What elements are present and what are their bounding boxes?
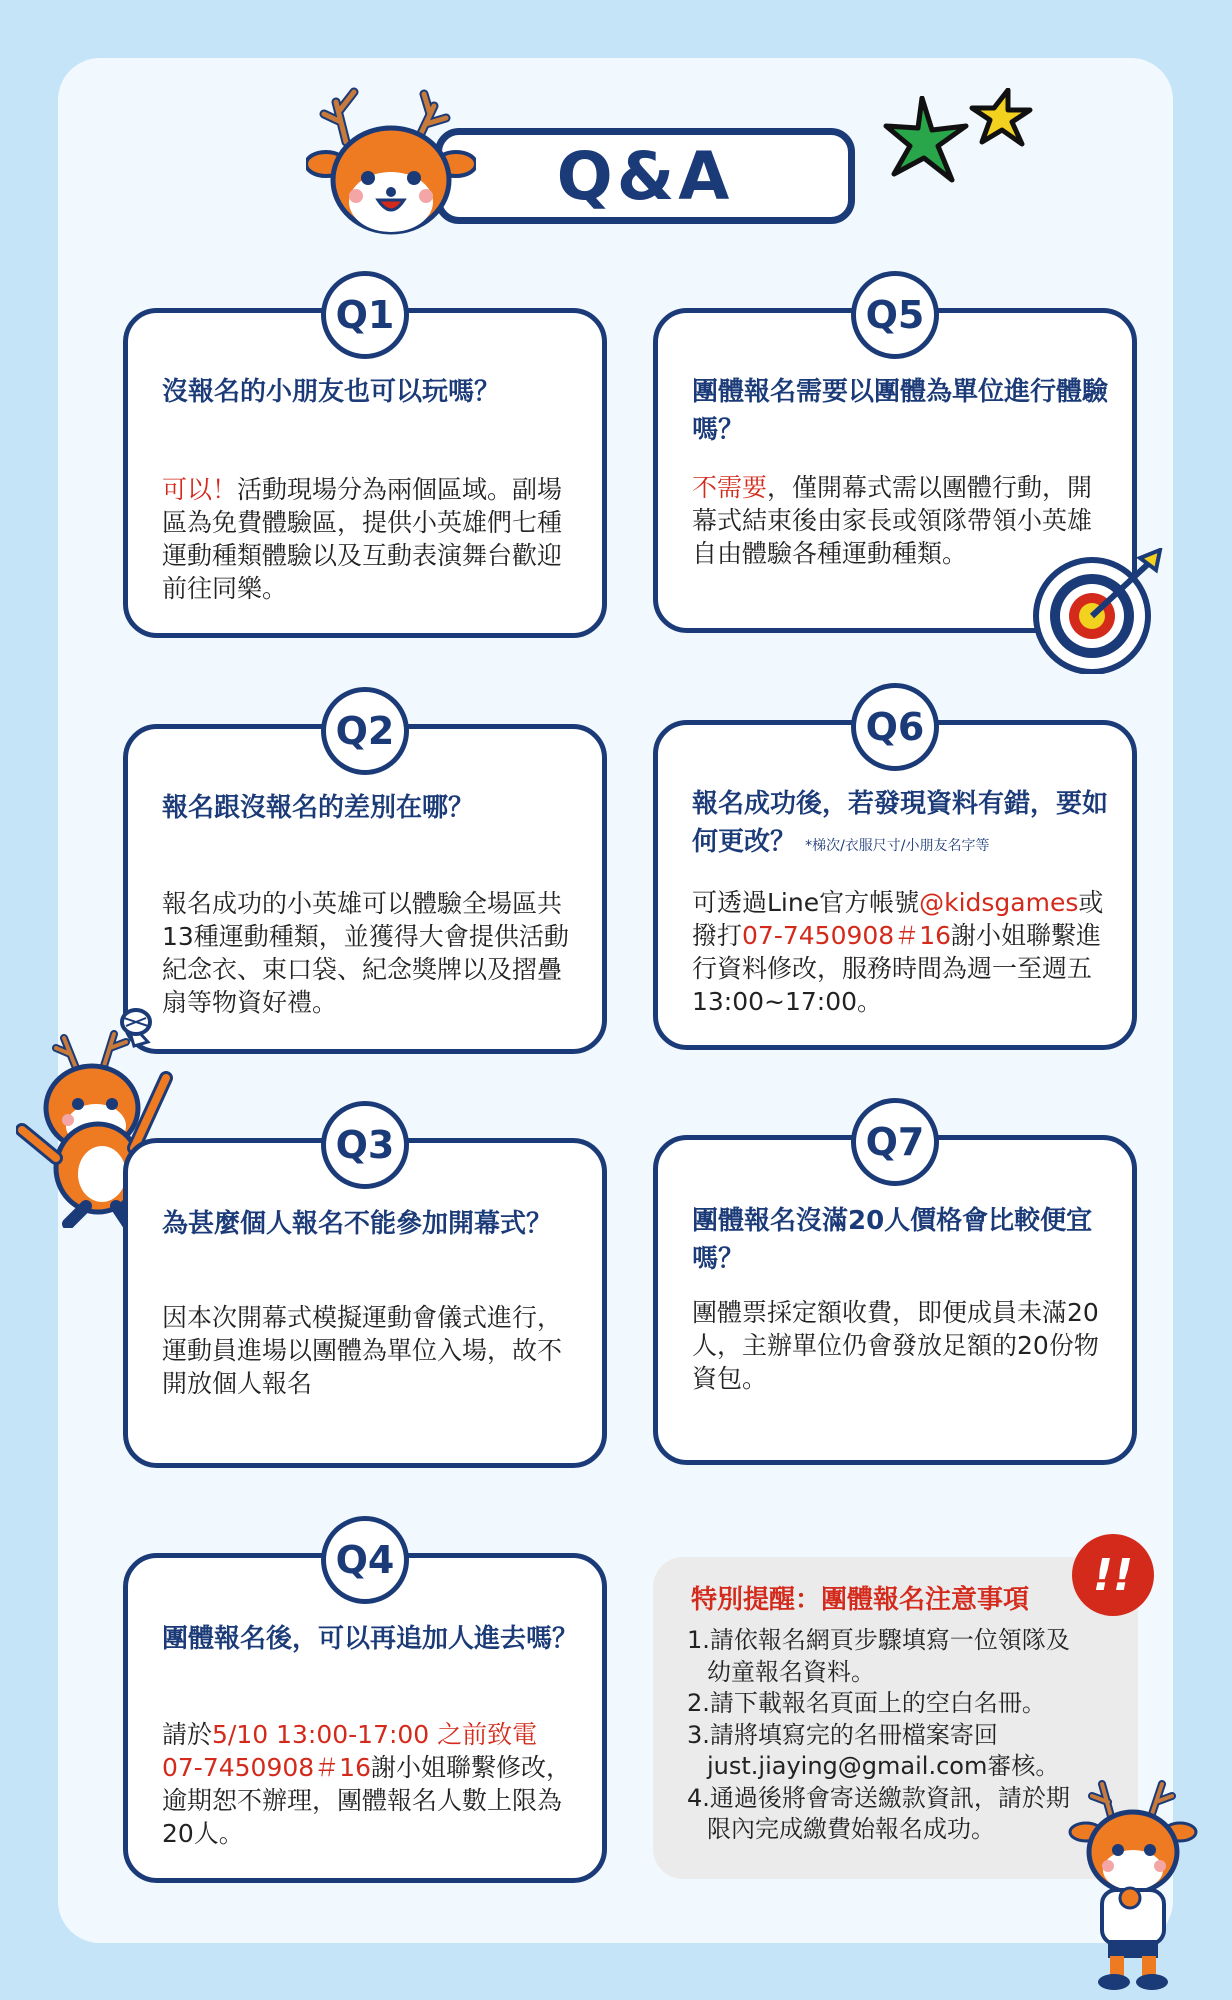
qa-card-q4 xyxy=(123,1538,607,1883)
answer-highlight: 不需要 xyxy=(692,473,768,502)
answer-body: 謝小姐聯繫進行資料修改，服務時間為週一至週五13:00~17:00。 xyxy=(692,921,1102,1016)
notice-title: 特別提醒：團體報名注意事項 xyxy=(691,1585,1030,1615)
question-text xyxy=(692,785,1112,865)
qa-card-q6 xyxy=(653,705,1137,1050)
notice-item: 3.請將填寫完的名冊檔案寄回just.jiaying@gmail.com審核。 xyxy=(687,1720,1060,1780)
answer-text: 團體票採定額收費，即便成員未滿20人，主辦單位仍會發放足額的20份物資包。 xyxy=(692,1298,1099,1393)
question-badge: Q6 xyxy=(851,683,939,771)
question-text: 沒報名的小朋友也可以玩嗎？ xyxy=(162,377,501,407)
alert-icon: !! xyxy=(1072,1534,1154,1616)
answer-text xyxy=(162,1718,584,1850)
qa-card-q1 xyxy=(123,293,607,638)
answer-body: 謝小姐聯繫修改，逾期恕不辦理，團體報名人數上限為20人。 xyxy=(162,1753,572,1848)
phone-highlight: 07-7450908＃16 xyxy=(742,921,952,950)
answer-highlight: 可以！ xyxy=(162,475,238,504)
question-text: 為甚麼個人報名不能參加開幕式？ xyxy=(162,1209,553,1239)
star-icon xyxy=(968,88,1034,150)
question-main: 報名成功後，若發現資料有錯，要如何更改？ xyxy=(692,789,1109,857)
answer-body: 活動現場分為兩個區域。副場區為免費體驗區，提供小英雄們七種運動種類體驗以及互動表演舞台歡迎前往同樂。 xyxy=(162,475,563,603)
target-icon xyxy=(1030,548,1170,674)
notice-item: 4.通過後將會寄送繳款資訊，請於期限內完成繳費始報名成功。 xyxy=(687,1783,1070,1843)
question-text: 報名跟沒報名的差別在哪？ xyxy=(162,793,475,823)
deadline-highlight: 5/10 13:00-17:00 之前致電 07-7450908＃16 xyxy=(162,1720,538,1782)
page-title: Q&A xyxy=(435,128,855,224)
question-badge: Q2 xyxy=(321,687,409,775)
question-text: 團體報名後，可以再追加人進去嗎？ xyxy=(162,1624,579,1654)
question-badge: Q4 xyxy=(321,1516,409,1604)
question-text: 團體報名需要以團體為單位進行體驗嗎？ xyxy=(692,377,1109,445)
answer-text xyxy=(692,886,1114,1018)
answer-mid: 或撥打 xyxy=(692,888,1104,950)
notice-item: 1.請依報名網頁步驟填寫一位領隊及幼童報名資料。 xyxy=(687,1626,1070,1686)
answer-text: 因本次開幕式模擬運動會儀式進行，運動員進場以團體為單位入場，故不開放個人報名 xyxy=(162,1303,563,1398)
question-text: 團體報名沒滿20人價格會比較便宜嗎？ xyxy=(692,1206,1093,1274)
question-badge: Q5 xyxy=(851,271,939,359)
answer-prefix: 請於 xyxy=(162,1720,213,1749)
answer-prefix: 可透過Line官方帳號 xyxy=(692,888,920,917)
notice-list xyxy=(687,1625,1078,1846)
qa-card-q7 xyxy=(653,1120,1137,1465)
question-badge: Q1 xyxy=(321,271,409,359)
deer-mascot-head-icon xyxy=(306,82,476,242)
special-notice-box xyxy=(653,1557,1138,1879)
question-badge: Q3 xyxy=(321,1101,409,1189)
question-note: *梯次/衣服尺寸/小朋友名字等 xyxy=(805,838,990,854)
answer-text xyxy=(162,473,584,605)
question-badge: Q7 xyxy=(851,1098,939,1186)
qa-card-q3 xyxy=(123,1123,607,1468)
deer-mascot-thinking-icon xyxy=(1068,1770,1198,1995)
answer-text: 報名成功的小英雄可以體驗全場區共13種運動種類，並獲得大會提供活動紀念衣、束口袋、紀念獎牌以及摺疊扇等物資好禮。 xyxy=(162,889,569,1017)
notice-item: 2.請下載報名頁面上的空白名冊。 xyxy=(687,1689,1046,1717)
line-account-highlight: @kidsgames xyxy=(919,888,1079,917)
answer-body: ，僅開幕式需以團體行動，開幕式結束後由家長或領隊帶領小英雄自由體驗各種運動種類。 xyxy=(692,473,1093,568)
star-icon xyxy=(882,96,982,186)
